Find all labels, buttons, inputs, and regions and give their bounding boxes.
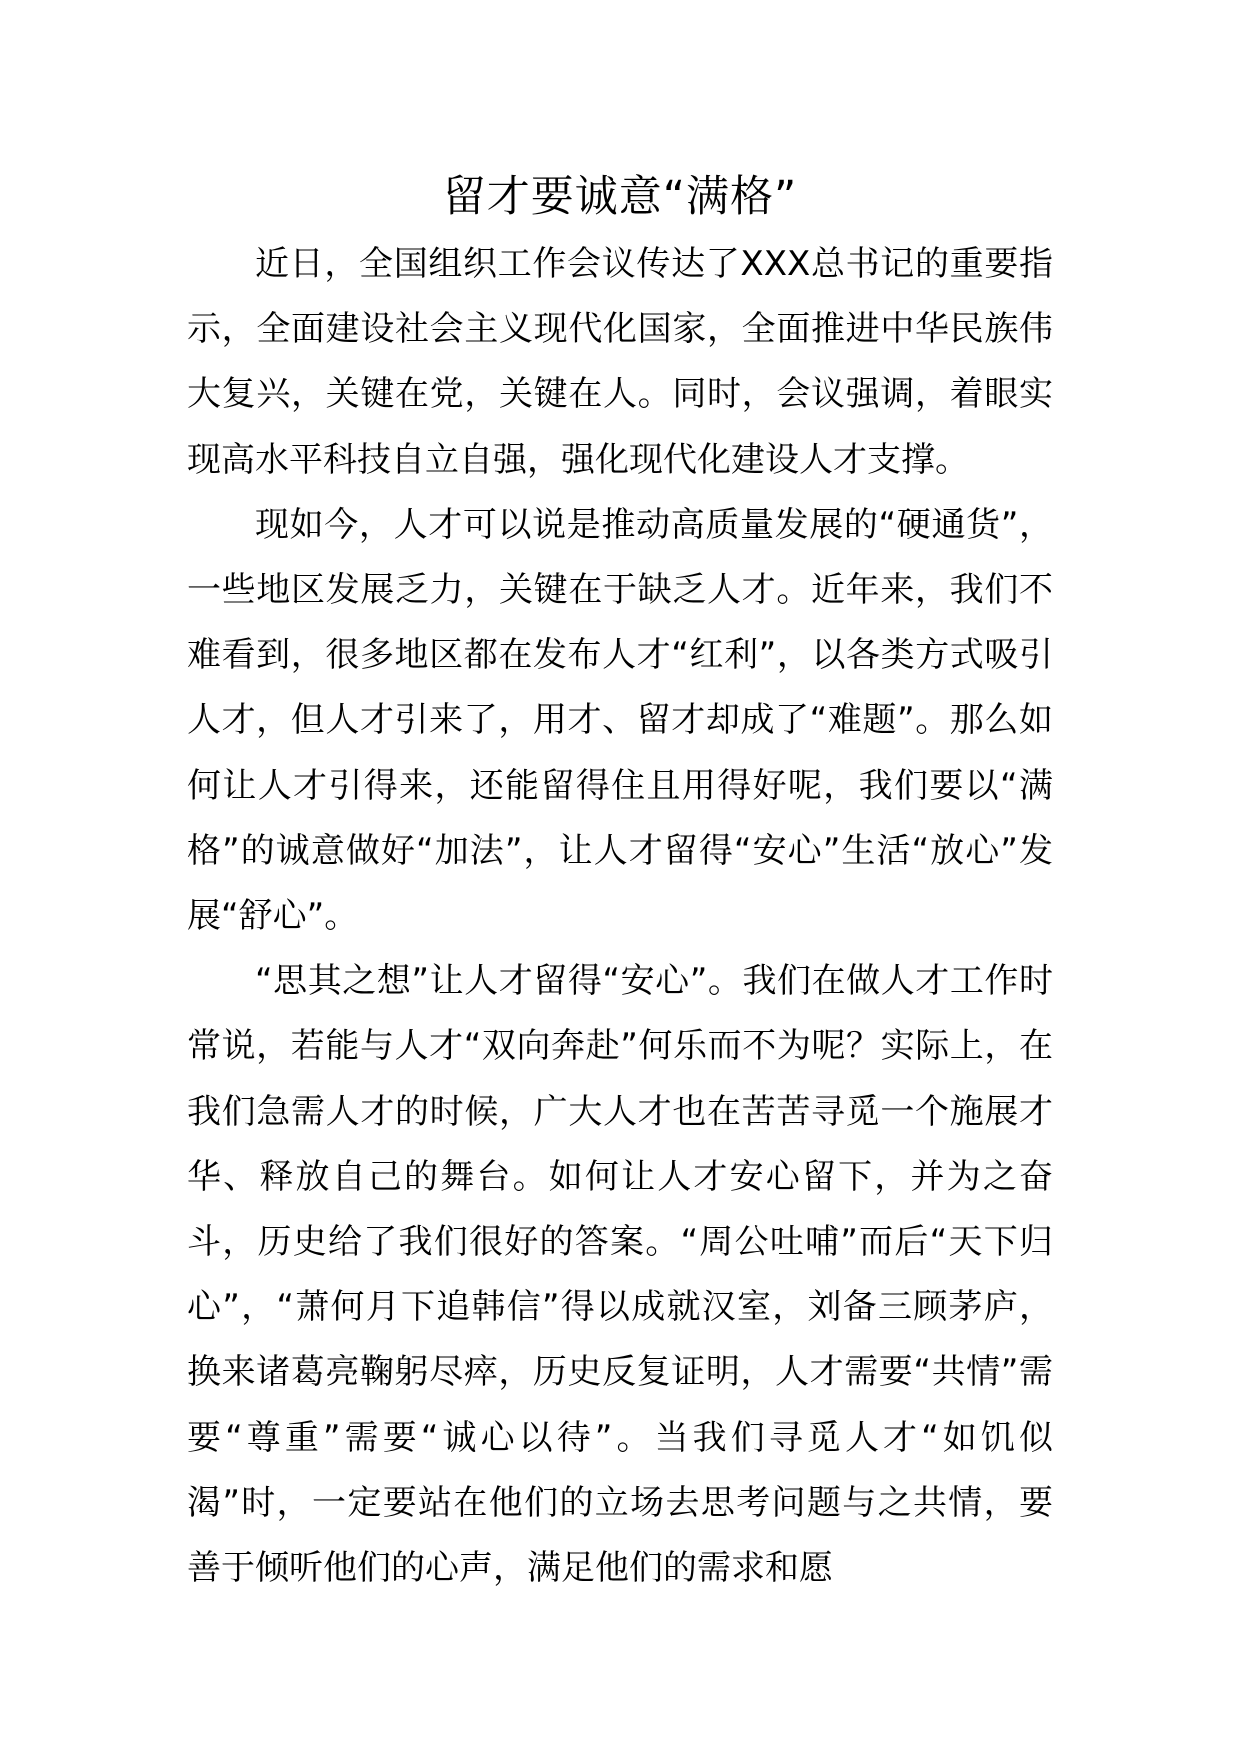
- document-title: 留才要诚意“满格”: [442, 172, 798, 222]
- paragraph-1: 近日，全国组织工作会议传达了XXX总书记的重要指示，全面建设社会主义现代化国家，全面推进中华民族伟大复兴，关键在党，关键在人。同时，会议强调，着眼实现高水平科技自立自强，强化现代化建设人才支撑。: [187, 244, 1053, 480]
- document-body: [187, 232, 1053, 1601]
- paragraph-2: 现如今，人才可以说是推动高质量发展的“硬通货”，一些地区发展乏力，关键在于缺乏人才。近年来，我们不难看到，很多地区都在发布人才“红利”，以各类方式吸引人才，但人才引来了，用才、留才却成了“难题”。那么如何让人才引得来，还能留得住且用得好呢，我们要以“满格”的诚意做好“加法”，让人才留得“安心”生活“放心”发展“舒心”。: [187, 504, 1053, 937]
- paragraph-3: “思其之想”让人才留得“安心”。我们在做人才工作时常说，若能与人才“双向奔赴”何乐而不为呢？实际上，在我们急需人才的时候，广大人才也在苦苦寻觅一个施展才华、释放自己的舞台。如何让人才安心留下，并为之奋斗，历史给了我们很好的答案。“周公吐哺”而后“天下归心”，“萧何月下追韩信”得以成就汉室，刘备三顾茅庐，换来诸葛亮鞠躬尽瘁，历史反复证明，人才需要“共情”需要“尊重”需要“诚心以待”。当我们寻觅人才“如饥似渴”时，一定要站在他们的立场去思考问题与之共情，要善于倾听他们的心声，满足他们的需求和愿: [187, 961, 1053, 1589]
